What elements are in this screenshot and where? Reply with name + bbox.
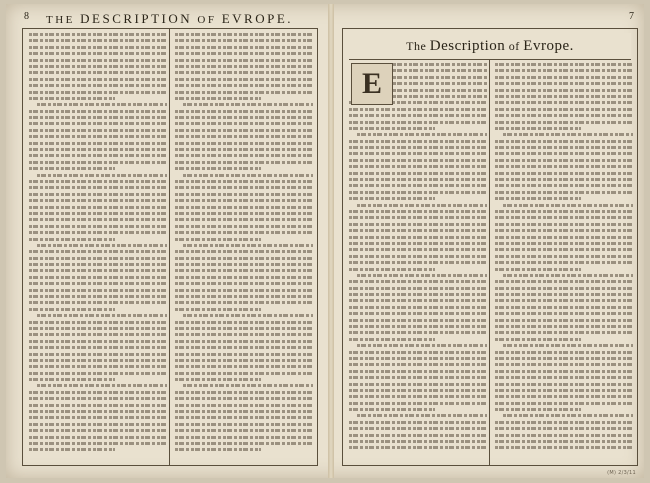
text-line xyxy=(503,274,633,277)
text-line xyxy=(29,416,167,419)
text-line xyxy=(175,218,313,221)
text-line xyxy=(175,91,313,94)
text-line xyxy=(495,395,633,398)
text-line xyxy=(495,434,633,437)
text-line xyxy=(495,146,633,149)
column-divider xyxy=(489,59,490,465)
text-line xyxy=(175,65,313,68)
text-line xyxy=(29,238,115,241)
text-line xyxy=(29,442,167,445)
left-text-frame xyxy=(22,28,318,466)
text-line xyxy=(29,365,167,368)
text-line xyxy=(349,395,487,398)
text-line xyxy=(503,344,633,347)
text-line xyxy=(37,174,167,177)
text-line xyxy=(29,410,167,413)
text-line xyxy=(175,212,313,215)
text-line xyxy=(349,268,435,271)
text-line xyxy=(29,391,167,394)
text-line xyxy=(29,154,167,157)
text-line xyxy=(175,135,313,138)
text-line xyxy=(29,218,167,221)
text-line xyxy=(37,103,167,106)
right-page-number: 7 xyxy=(629,11,634,22)
text-line xyxy=(349,108,487,111)
text-line xyxy=(29,161,167,164)
text-line xyxy=(357,414,487,417)
text-line xyxy=(349,197,435,200)
text-line xyxy=(175,46,313,49)
book-spread xyxy=(6,4,644,478)
text-line xyxy=(349,357,487,360)
text-line xyxy=(393,63,487,66)
text-line xyxy=(349,440,487,443)
text-line xyxy=(175,180,313,183)
text-line xyxy=(495,95,633,98)
text-line xyxy=(349,319,487,322)
text-line xyxy=(175,206,313,209)
text-line xyxy=(37,314,167,317)
text-line xyxy=(349,184,487,187)
text-line xyxy=(29,276,167,279)
text-line xyxy=(349,351,487,354)
text-line xyxy=(29,436,167,439)
text-line xyxy=(349,114,487,117)
text-line xyxy=(175,263,313,266)
text-line xyxy=(175,353,313,356)
left-column-2 xyxy=(175,33,313,461)
text-line xyxy=(29,122,167,125)
text-line xyxy=(349,121,487,124)
text-line xyxy=(175,276,313,279)
text-line xyxy=(495,299,633,302)
text-line xyxy=(29,289,167,292)
text-line xyxy=(495,408,581,411)
text-line xyxy=(175,231,313,234)
text-line xyxy=(29,91,167,94)
text-line xyxy=(495,108,633,111)
text-line xyxy=(495,351,633,354)
text-line xyxy=(495,440,633,443)
text-line xyxy=(495,383,633,386)
text-line xyxy=(495,255,633,258)
text-line xyxy=(495,306,633,309)
text-line xyxy=(393,69,487,72)
text-line xyxy=(495,191,633,194)
text-line xyxy=(393,82,487,85)
catalog-mark: (M) 2/3/11 xyxy=(607,470,636,476)
text-line xyxy=(175,295,313,298)
text-line xyxy=(175,257,313,260)
text-line xyxy=(29,340,167,343)
text-line xyxy=(175,250,313,253)
text-line xyxy=(29,346,167,349)
text-line xyxy=(183,244,313,247)
right-text-frame xyxy=(342,28,638,466)
text-line xyxy=(495,357,633,360)
text-line xyxy=(495,236,633,239)
text-line xyxy=(495,421,633,424)
text-line xyxy=(495,287,633,290)
text-line xyxy=(29,148,167,151)
text-line xyxy=(495,89,633,92)
text-line xyxy=(175,122,313,125)
text-line xyxy=(175,289,313,292)
text-line xyxy=(29,257,167,260)
text-line xyxy=(349,312,487,315)
text-line xyxy=(29,116,167,119)
text-line xyxy=(175,39,313,42)
text-line xyxy=(495,312,633,315)
text-line xyxy=(175,423,313,426)
text-line xyxy=(495,127,581,130)
text-line xyxy=(495,69,633,72)
text-line xyxy=(175,410,313,413)
text-line xyxy=(495,184,633,187)
text-line xyxy=(349,389,487,392)
text-line xyxy=(175,78,313,81)
text-line xyxy=(175,33,313,36)
text-line xyxy=(349,293,487,296)
text-line xyxy=(349,280,487,283)
text-line xyxy=(495,101,633,104)
text-line xyxy=(29,250,167,253)
text-line xyxy=(495,338,581,341)
text-line xyxy=(175,97,261,100)
text-line xyxy=(393,76,487,79)
decorated-initial: E xyxy=(351,63,393,105)
text-line xyxy=(37,384,167,387)
text-line xyxy=(503,204,633,207)
text-line xyxy=(495,223,633,226)
text-line xyxy=(349,216,487,219)
text-line xyxy=(29,97,115,100)
text-line xyxy=(495,152,633,155)
text-line xyxy=(349,434,487,437)
text-line xyxy=(349,408,435,411)
text-line xyxy=(29,46,167,49)
text-line xyxy=(349,236,487,239)
text-line xyxy=(29,110,167,113)
text-line xyxy=(357,204,487,207)
text-line xyxy=(495,229,633,232)
text-line xyxy=(495,76,633,79)
text-line xyxy=(349,191,487,194)
text-line xyxy=(183,314,313,317)
text-line xyxy=(495,159,633,162)
text-line xyxy=(495,331,633,334)
text-line xyxy=(349,248,487,251)
text-line xyxy=(495,242,633,245)
text-line xyxy=(495,63,633,66)
text-line xyxy=(349,127,435,130)
text-line xyxy=(349,402,487,405)
text-line xyxy=(357,344,487,347)
text-line xyxy=(175,327,313,330)
text-line xyxy=(495,370,633,373)
text-line xyxy=(29,333,167,336)
text-line xyxy=(175,397,313,400)
text-line xyxy=(495,280,633,283)
text-line xyxy=(175,71,313,74)
text-line xyxy=(495,446,633,449)
column-divider xyxy=(169,29,170,465)
text-line xyxy=(29,71,167,74)
text-line xyxy=(495,389,633,392)
text-line xyxy=(175,436,313,439)
text-line xyxy=(29,359,167,362)
text-line xyxy=(495,82,633,85)
text-line xyxy=(175,321,313,324)
text-line xyxy=(183,174,313,177)
text-line xyxy=(349,299,487,302)
text-line xyxy=(175,301,313,304)
text-line xyxy=(29,167,115,170)
text-line xyxy=(349,146,487,149)
text-line xyxy=(357,133,487,136)
text-line xyxy=(175,84,313,87)
text-line xyxy=(495,165,633,168)
text-line xyxy=(29,180,167,183)
text-line xyxy=(175,333,313,336)
text-line xyxy=(175,59,313,62)
text-line xyxy=(349,363,487,366)
left-page-number: 8 xyxy=(24,11,29,22)
text-line xyxy=(29,327,167,330)
text-line xyxy=(29,225,167,228)
text-line xyxy=(175,110,313,113)
text-line xyxy=(29,39,167,42)
text-line xyxy=(29,212,167,215)
text-line xyxy=(29,135,167,138)
text-line xyxy=(29,52,167,55)
text-line xyxy=(29,206,167,209)
text-line xyxy=(175,142,313,145)
text-line xyxy=(349,383,487,386)
text-line xyxy=(349,172,487,175)
text-line xyxy=(349,306,487,309)
text-line xyxy=(29,372,167,375)
text-line xyxy=(349,421,487,424)
text-line xyxy=(349,242,487,245)
text-line xyxy=(349,223,487,226)
text-line xyxy=(349,446,487,449)
text-line xyxy=(349,140,487,143)
left-column-1 xyxy=(29,33,167,461)
left-page xyxy=(6,4,328,478)
text-line xyxy=(495,268,581,271)
text-line xyxy=(175,199,313,202)
text-line xyxy=(175,167,261,170)
text-line xyxy=(503,414,633,417)
text-line xyxy=(175,129,313,132)
text-line xyxy=(175,161,313,164)
text-line xyxy=(175,372,313,375)
text-line xyxy=(495,197,581,200)
text-line xyxy=(495,293,633,296)
text-line xyxy=(349,427,487,430)
text-line xyxy=(29,59,167,62)
text-line xyxy=(29,448,115,451)
right-column-2 xyxy=(495,63,633,461)
text-line xyxy=(349,261,487,264)
text-line xyxy=(175,448,261,451)
text-line xyxy=(29,397,167,400)
text-line xyxy=(349,229,487,232)
text-line xyxy=(175,359,313,362)
text-line xyxy=(175,416,313,419)
right-column-1 xyxy=(349,63,487,461)
text-line xyxy=(175,308,261,311)
text-line xyxy=(495,363,633,366)
text-line xyxy=(393,89,487,92)
right-page xyxy=(334,4,644,478)
text-line xyxy=(495,427,633,430)
right-page-header xyxy=(344,11,634,27)
text-line xyxy=(29,78,167,81)
text-line xyxy=(349,210,487,213)
text-line xyxy=(495,114,633,117)
text-line xyxy=(175,186,313,189)
text-line xyxy=(495,402,633,405)
text-line xyxy=(29,321,167,324)
left-page-header xyxy=(24,11,316,27)
text-line xyxy=(495,248,633,251)
text-line xyxy=(175,404,313,407)
text-line xyxy=(349,331,487,334)
text-line xyxy=(175,378,261,381)
text-line xyxy=(29,142,167,145)
text-line xyxy=(175,340,313,343)
text-line xyxy=(349,338,435,341)
text-line xyxy=(175,269,313,272)
text-line xyxy=(175,429,313,432)
text-line xyxy=(175,346,313,349)
text-line xyxy=(29,282,167,285)
text-line xyxy=(175,442,313,445)
text-line xyxy=(349,287,487,290)
text-line xyxy=(175,148,313,151)
text-line xyxy=(349,376,487,379)
text-line xyxy=(175,193,313,196)
text-line xyxy=(495,178,633,181)
text-line xyxy=(349,159,487,162)
text-line xyxy=(29,186,167,189)
text-line xyxy=(37,244,167,247)
text-line xyxy=(495,376,633,379)
text-line xyxy=(495,210,633,213)
text-line xyxy=(349,165,487,168)
text-line xyxy=(29,129,167,132)
text-line xyxy=(29,378,115,381)
text-line xyxy=(183,384,313,387)
chapter-title: The Description of Evrope. xyxy=(349,33,631,60)
text-line xyxy=(349,152,487,155)
text-line xyxy=(175,282,313,285)
text-line xyxy=(495,325,633,328)
text-line xyxy=(495,261,633,264)
text-line xyxy=(175,116,313,119)
text-line xyxy=(29,269,167,272)
text-line xyxy=(495,319,633,322)
text-line xyxy=(495,140,633,143)
text-line xyxy=(175,238,261,241)
text-line xyxy=(175,365,313,368)
text-line xyxy=(29,84,167,87)
text-line xyxy=(29,199,167,202)
text-line xyxy=(29,231,167,234)
text-line xyxy=(349,370,487,373)
text-line xyxy=(393,95,487,98)
text-line xyxy=(175,154,313,157)
text-line xyxy=(29,308,115,311)
text-line xyxy=(349,255,487,258)
text-line xyxy=(175,391,313,394)
text-line xyxy=(29,301,167,304)
text-line xyxy=(29,33,167,36)
text-line xyxy=(349,178,487,181)
text-line xyxy=(29,423,167,426)
text-line xyxy=(29,429,167,432)
text-line xyxy=(175,225,313,228)
text-line xyxy=(29,404,167,407)
text-line xyxy=(357,274,487,277)
text-line xyxy=(29,353,167,356)
text-line xyxy=(495,172,633,175)
text-line xyxy=(29,263,167,266)
text-line xyxy=(29,295,167,298)
text-line xyxy=(183,103,313,106)
text-line xyxy=(29,65,167,68)
text-line xyxy=(495,216,633,219)
text-line xyxy=(175,52,313,55)
text-line xyxy=(349,325,487,328)
text-line xyxy=(495,121,633,124)
text-line xyxy=(503,133,633,136)
left-page-running-title: THE DESCRIPTION OF EVROPE. xyxy=(46,11,294,26)
text-line xyxy=(29,193,167,196)
